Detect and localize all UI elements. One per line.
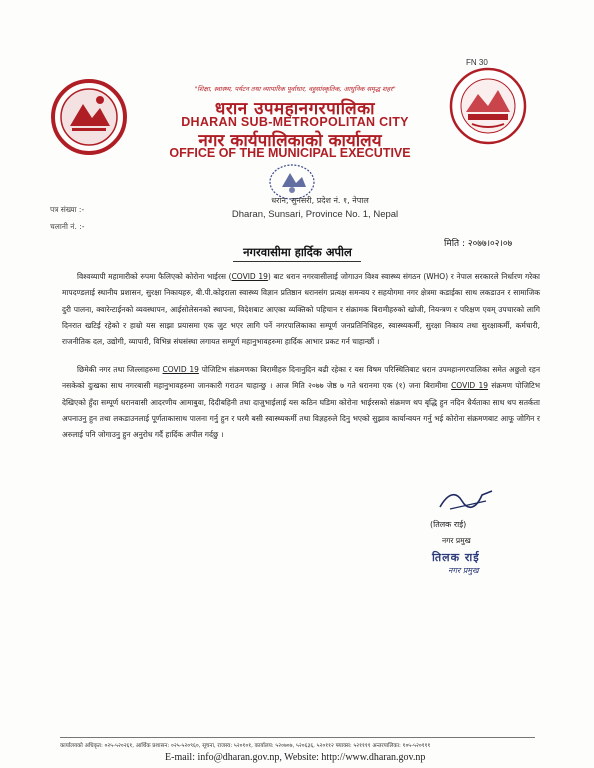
stamp-name: तिलक राई [432, 551, 480, 564]
stamp-title: नगर प्रमुख [448, 566, 479, 575]
address-english: Dharan, Sunsari, Province No. 1, Nepal [231, 209, 399, 220]
reference-number-label: पत्र संख्या :- [50, 205, 85, 214]
covid-highlight: COVID 19 [231, 272, 268, 281]
covid-highlight: COVID 19 [451, 381, 489, 391]
footer-phone-numbers: कार्यालयको अधिकृत: ०२५-५२०२६१, आर्थिक प्रशासन: ०२५-५२०९६०, सूचना, राजस्व: ५२०१०१, कार्यालय: ५२०७०७, ५२०६३६, ५२०११२ फ्याक्स: ५२११११ अन्तरपालिका: १०५-५२०१११ [60, 743, 431, 749]
executive-office-english: OFFICE OF THE MUNICIPAL EXECUTIVE [169, 146, 411, 160]
address-nepali: धरान, सुनसरी, प्रदेश नं. १, नेपाल [271, 196, 369, 205]
covid-highlight: COVID 19 [162, 365, 199, 374]
office-name-english: DHARAN SUB-METROPOLITAN CITY [181, 115, 409, 129]
municipality-logo-left [50, 78, 128, 156]
dispatch-number-label: चलानी नं. :- [50, 222, 85, 231]
motto: "शिक्षा, स्वास्थ्य, पर्यटन तथा व्यापारिक पूर्वाधार, वहुसांस्कृतिक, आधुनिक समृद्ध शहर" [194, 85, 396, 93]
p2-text-b: पोजिटिभ संक्रमणका बिरामीहरु दिनानुदिन बढी रहेका र यस विषम परिस्थितिबाट धरान उपमहानगरपालिका समेत अछुतो रहन नसकेको दुःखका साथ नगरबासी महानुभावहरुमा जानकारी गराउन चाहान्छु । आज मिति २०७७ जेष्ठ ७ गते धरानमा एक (१) जना बिरामीमा [62, 365, 540, 391]
letter-title: नगरवासीमा हार्दिक अपील [243, 245, 352, 259]
office-name-nepali: धरान उपमहानगरपालिका [214, 99, 376, 119]
letter-date: मिति : २०७७।०२।०७ [444, 239, 513, 249]
footer-divider [60, 737, 535, 738]
title-underline [233, 261, 361, 262]
p2-text-a: छिमेकी नगर तथा जिल्लाहरुमा [77, 365, 163, 374]
p2-text-c: संक्रमण पोजिटिभ देखिएको हुँदा सम्पूर्ण धरानवासी आदरणीय आमाबुवा, दिदीबहिनी तथा दाजुभाईलाई यस कठिन घडिमा कोरोना भाईरसको संक्रमण थप बृद्धि हुन नदिन धैर्यताका साथ थप सतर्कता अपनाउनु हुन तथा लकडाउनलाई पूर्णताकासाथ पालना गर्नु हुन र घरमै बसी स्वास्थ्यकर्मी तथा विज्ञहरुले दिनु भएको सुझाव कार्यान्वयन गर्नु भई कोरोना संक्रमणबाट आफू जोगिन र अरुलाई पनि जोगाउनु हुन अनुरोध गर्दै हार्दिक अपील गर्दछु । [62, 381, 541, 440]
sub-metropolitan-logo-right [448, 66, 528, 146]
footer-email-website: E-mail: info@dharan.gov.np, Website: http://www.dharan.gov.np [165, 752, 426, 763]
paragraph-appeal [62, 362, 540, 443]
p1-text-b: ) बाट धरान नगरवासीलाई जोगाउन विश्व स्वास्थ्य संगठन (WHO) र नेपाल सरकारले निर्धारण गरेका मापदण्डलाई स्थानीय प्रशासन, सुरक्षा निकायहरु, बी.पी.कोइराला स्वास्थ्य विज्ञान प्रतिष्ठान धरानसंग प्रत्यक्ष समन्वय र सहयोगमा नगर क्षेत्रमा कडाईका साथ लकडाउन र सामाजिक दुरी पालना, क्वारेन्टाईनको व्यवस्थापन, आईसोलेसनको स्थापना, विदेशबाट आएका व्यक्तिको पहिचान र संक्रामक बिरामीहरुको खोजी, नियन्त्रण र परिक्षण एवम् उपचारको लागि दिनरात खटिई रहेको र हाम्रो यस साझा प्रयासमा एक जुट भएर लागि पर्ने नगरपालिकाका सम्पूर्ण जनप्रतिनिधिहरु, स्वास्थ्यकर्मी, सुरक्षा निकाय तथा सुरक्षाकर्मी, कर्मचारी, राजनीतिक दल, उद्योगी, व्यापारी, विभिन्न संघसंस्था लगायत सम्पूर्ण महानुभावहरुमा हार्दिक आभार प्रकट गर्न चाहान्छौं । [62, 272, 541, 347]
signatory-title: नगर प्रमुख [442, 536, 471, 545]
handwritten-signature [436, 487, 496, 513]
paragraph-gratitude [62, 269, 540, 350]
p1-text-a: विश्वव्यापी महामारीको रुपमा फैलिएको कोरोना भाईरस ( [77, 272, 232, 281]
form-code: FN 30 [466, 58, 488, 67]
executive-office-nepali: नगर कार्यपालिकाको कार्यालय [198, 131, 382, 151]
signatory-name: (तिलक राई) [430, 520, 467, 529]
